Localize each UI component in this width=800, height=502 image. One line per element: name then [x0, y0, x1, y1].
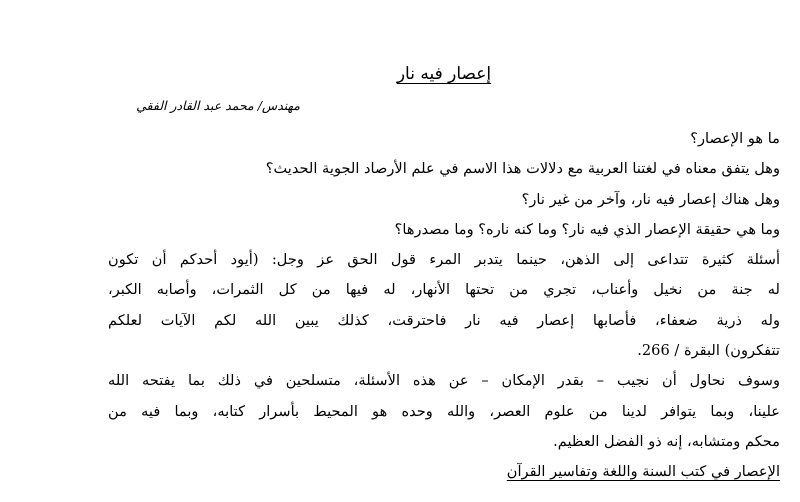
paragraph-line: محكم ومتشابه، إنه ذو الفضل العظيم. [553, 432, 780, 450]
paragraph-line: له جنة من نخيل وأعناب، تجري من تحتها الأنهار، له فيها من كل الثمرات، وأصابه الكبر، [108, 281, 780, 299]
paragraph-line: تتفكرون) البقرة / 266. [637, 342, 780, 360]
document-title: إعصار فيه نار [396, 64, 492, 84]
section-subheading: الإعصار في كتب السنة واللغة وتفاسير القرآن [506, 463, 780, 481]
question-line: وهل هناك إعصار فيه نار، وآخر من غير نار؟ [521, 190, 780, 208]
title-container [108, 63, 780, 85]
section-subheading-line [108, 457, 780, 487]
paragraph-line: وله ذرية ضعفاء، فأصابها إعصار فيه نار فاحترقت، كذلك يبين الله لكم الآيات لعلكم [108, 311, 780, 329]
question-line: وهل يتفق معناه في لغتنا العربية مع دلالات هذا الاسم في علم الأرصاد الجوية الحديث؟ [265, 160, 780, 178]
author-line: مهندس/ محمد عبد القادر الفقي [136, 98, 300, 113]
paragraph-line: علينا، وبما يتوافر لدينا من علوم العصر، والله وحده هو المحيط بأسرار كتابه، وبما فيه من [108, 402, 780, 420]
document-page [108, 0, 780, 502]
question-line: وما هي حقيقة الإعصار الذي فيه نار؟ وما كنه ناره؟ وما مصدرها؟ [394, 220, 780, 238]
paragraph-line: أسئلة كثيرة تتداعى إلى الذهن، حينما يتدبر المرء قول الحق عز وجل: (أيود أحدكم أن تكون [108, 251, 780, 269]
question-line: ما هو الإعصار؟ [690, 130, 780, 147]
paragraph-line: وسوف نحاول أن نجيب – بقدر الإمكان – عن هذه الأسئلة، متسلحين في ذلك بما يفتحه الله [108, 372, 780, 390]
article-body [108, 124, 780, 488]
